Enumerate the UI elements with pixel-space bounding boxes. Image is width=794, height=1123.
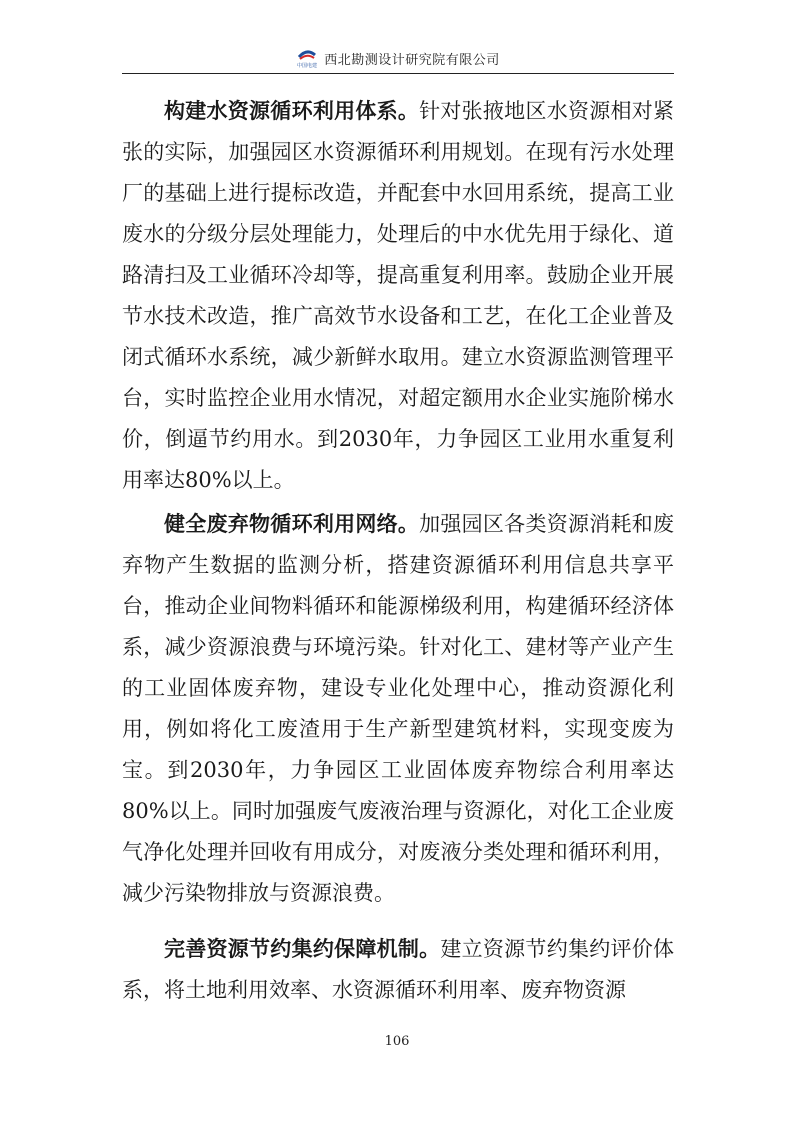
paragraph-text: 加强园区各类资源消耗和废弃物产生数据的监测分析，搭建资源循环利用信息共享平台，推动企业间物料循环和能源梯级利用，构建循环经济体系，减少资源浪费与环境污染。针对化工、建材等产业产生的工业固体废弃物，建设专业化处理中心，推动资源化利用，例如将化工废渣用于生产新型建筑材料，实现变废为宝。到2030年，力争园区工业固体废弃物综合利用率达80%以上。同时加强废气废液治理与资源化，对化工企业废气净化处理并回收有用成分，对废液分类处理和循环利用，减少污染物排放与资源浪费。 xyxy=(122,512,675,905)
organization-name: 西北勘测设计研究院有限公司 xyxy=(324,52,500,68)
power-china-logo-icon xyxy=(296,48,318,68)
paragraph-heading: 完善资源节约集约保障机制。 xyxy=(164,936,441,961)
page-number: 106 xyxy=(384,1034,410,1049)
paragraph-heading: 构建水资源循环利用体系。 xyxy=(164,98,420,123)
paragraph-text: 建立资源节约集约评价体系，将土地利用效率、水资源循环利用率、废弃物资源 xyxy=(122,937,674,1002)
paragraph-water-recycling xyxy=(122,90,674,501)
header-brand xyxy=(122,46,674,70)
page-header xyxy=(122,46,674,74)
logo-caption: 中国电建 xyxy=(297,63,318,68)
paragraph-waste-network xyxy=(122,503,674,914)
paragraph-resource-mechanism xyxy=(122,928,674,1011)
header-rule xyxy=(122,73,674,74)
company-logo xyxy=(296,48,318,68)
paragraph-heading: 健全废弃物循环利用网络。 xyxy=(164,511,420,536)
paragraph-text: 针对张掖地区水资源相对紧张的实际，加强园区水资源循环利用规划。在现有污水处理厂的基础上进行提标改造，并配套中水回用系统，提高工业废水的分级分层处理能力，处理后的中水优先用于绿化、道路清扫及工业循环冷却等，提高重复利用率。鼓励企业开展节水技术改造，推广高效节水设备和工艺，在化工企业普及闭式循环水系统，减少新鲜水取用。建立水资源监测管理平台，实时监控企业用水情况，对超定额用水企业实施阶梯水价，倒逼节约用水。到2030年，力争园区工业用水重复利用率达80%以上。 xyxy=(122,99,675,492)
document-body xyxy=(122,90,674,1011)
